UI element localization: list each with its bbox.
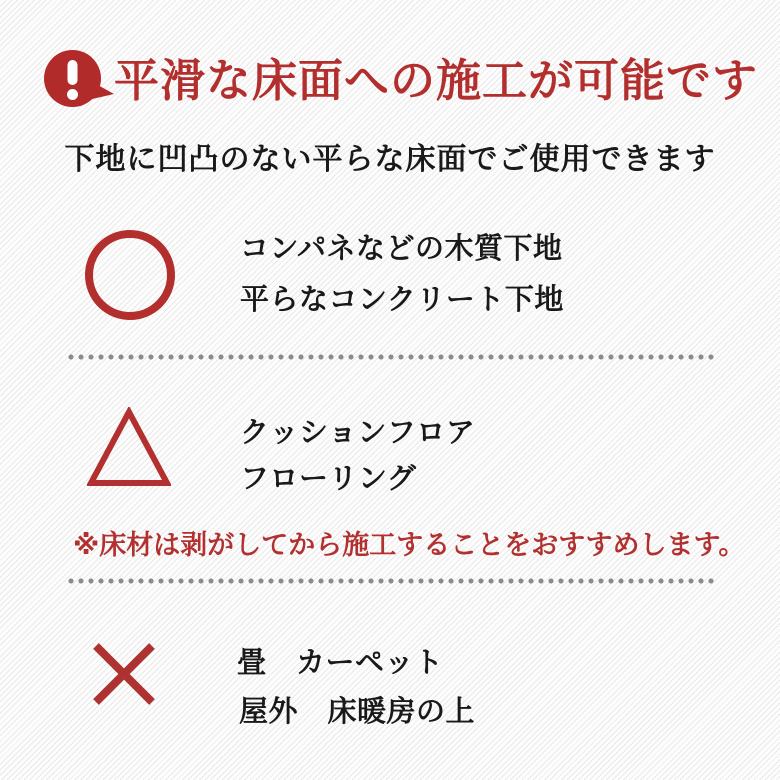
circle-ok-icon: [85, 230, 175, 320]
ng-surface-line: 畳 カーペット: [237, 647, 444, 679]
ok-surface-line: 平らなコンクリート下地: [240, 284, 564, 316]
page-subtitle: 下地に凹凸のない平らな床面でご使用できます: [64, 143, 716, 176]
cross-ng-icon: [90, 641, 158, 707]
dotted-divider: [68, 578, 716, 584]
triangle-caution-icon: [87, 407, 171, 487]
ng-surface-line: 屋外 床暖房の上: [239, 696, 476, 728]
caution-surface-line: フローリング: [240, 463, 417, 495]
dotted-divider: [68, 354, 716, 360]
page-title: 平滑な床面への施工が可能です: [114, 55, 759, 106]
caution-surface-line: クッションフロア: [240, 417, 476, 449]
ok-surface-line: コンパネなどの木質下地: [240, 233, 563, 265]
exclamation-bubble-icon: [40, 50, 116, 112]
caution-note: ※床材は剥がしてから施工することをおすすめします。: [73, 530, 746, 560]
